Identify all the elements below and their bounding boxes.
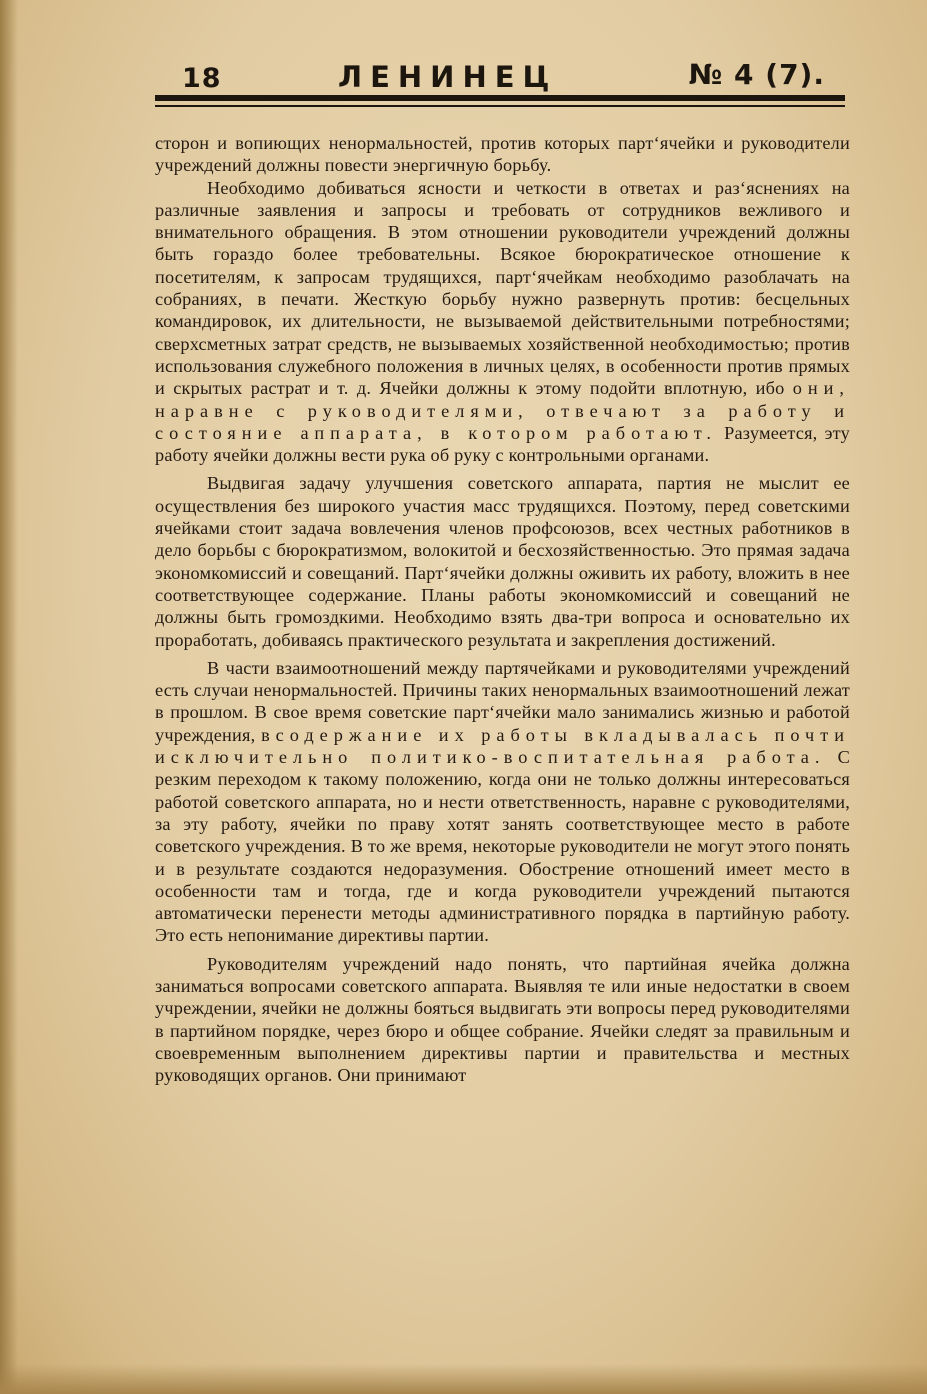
paragraph-2-text-b: Разумеется, эту работу ячейки должны вести рука об руку с контрольными органами. (155, 422, 850, 466)
paragraph-2-text-a: Необходимо добиваться ясности и четкости в ответах и раз‘яснениях на различные заявления и запросы и требовать от сотрудников вежливого и внимательного обращения. В этом отношении руководители учреждений должны быть гораздо более требовательны. Всякое бюрократическое отношение к посетителям, к запросам трудящихся, парт‘ячейкам необходимо разоблачать на собраниях, в печати. Жесткую борьбу нужно развернуть против: бесцельных командировок, их длительности, не вызываемой действительными потребностями; сверхсметных затрат средств, не вызываемых хозяйственной необходимостью; против использования служебного положения в личных целях, в особенности против прямых и скрытых растрат и т. д. Ячейки должны к этому подойти вплотную, ибо (155, 177, 850, 399)
page-number: 18 (182, 63, 222, 94)
page-edge-shadow (0, 0, 18, 1394)
paragraph-5: Руководителям учреждений надо понять, что партийная ячейка должна заниматься вопросами советского аппарата. Выявляя те или иные недостатки в своем учреждении, ячейки не должны бояться выдвигать эти вопросы перед руководителями в партийном порядке, через бюро и общее собрание. Ячейки следят за правильным и своевременным выполнением директивы партии и правительства и местных руководящих органов. Они принимают (155, 953, 850, 1086)
paragraph-4-text-a: В части взаимоотношений между партячейками и руководителями учреждений есть случаи ненормальностей. Причины таких ненормальных взаимоотношений лежат в прошлом. В свое время советские парт‘ячейки мало занимались жизнью и работой учреждения, в (155, 657, 850, 745)
article-body (155, 132, 850, 1086)
header-rule-thin (155, 105, 845, 107)
paragraph-2 (155, 177, 850, 467)
issue-number: № 4 (7). (688, 58, 825, 91)
paragraph-continuation: сторон и вопиющих ненормальностей, против которых парт‘ячейки и руководители учреждений должны повести энергичную борьбу. (155, 133, 850, 176)
paragraph-4-text-b: С резким переходом к такому положению, когда они не только должны интересоваться работой советского аппарата, но и нести ответственность, наравне с руководителями, за эту работу, ячейки по праву хотят занять соответствующее место в работе советского учреждения. В то же время, некоторые руководители не могут этого понять и в результате создаются недоразумения. Обострение отношений имеет место в особенности там и тогда, где и когда руководители учреждений пытаются автоматически перенести методы административного порядка в партийную работу. Это есть непонимание директивы партии. (155, 747, 850, 946)
paragraph-4 (155, 657, 850, 947)
paragraph-4-emphasis: содержание их работы вкладывалась почти исключительно политико-воспитательная работа. (155, 724, 850, 768)
header-rule-thick (155, 95, 845, 101)
paragraph-2-emphasis: они, наравне с руководителями, отвечают за работу и состояние аппарата, в котором работают. (155, 378, 850, 443)
journal-title: ЛЕНИНЕЦ (338, 60, 558, 94)
page-bottom-shadow (0, 1364, 927, 1394)
paragraph-3: Выдвигая задачу улучшения советского аппарата, партия не мыслит ее осуществления без широкого участия масс трудящихся. Поэтому, перед советскими ячейками стоит задача вовлечения членов профсоюзов, всех честных работников в дело борьбы с бюрократизмом, волокитой и бесхозяйственностью. Это прямая задача экономкомиссий и совещаний. Парт‘ячейки должны оживить их работу, вложить в нее соответствующее содержание. Планы работы экономкомиссий и совещаний не должны быть громоздкими. Необходимо взять два-три вопроса и основательно их проработать, добиваясь практического результата и закрепления достижений. (155, 473, 850, 650)
